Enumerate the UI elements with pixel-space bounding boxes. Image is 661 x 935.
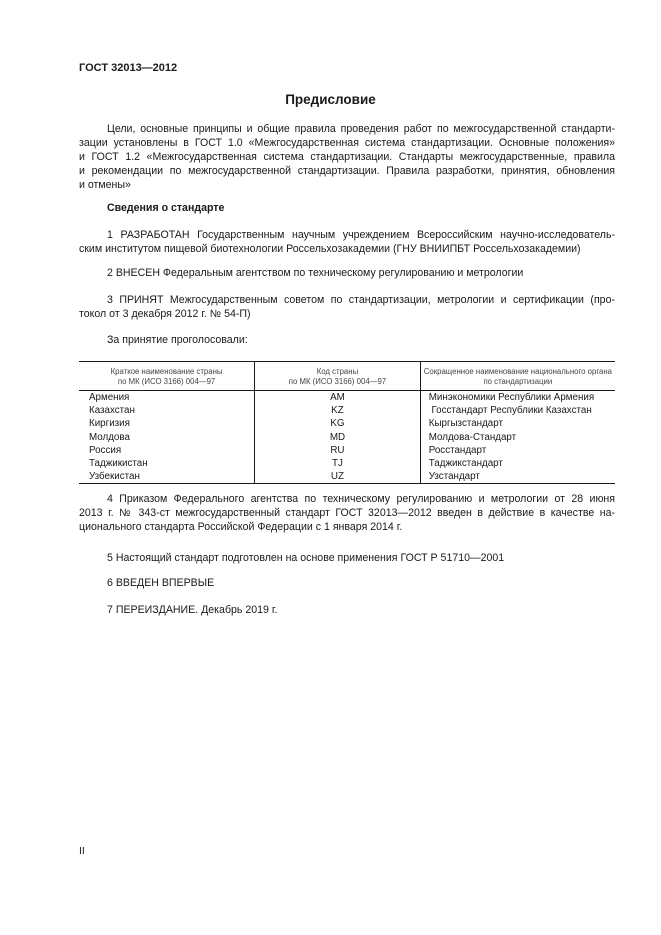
intro-line: зации установлены в ГОСТ 1.0 «Межгосударственная система стандартизации. Основные положения» [79, 137, 615, 149]
intro-line: Цели, основные принципы и общие правила проведения работ по межгосударственной стандарти- [107, 123, 615, 135]
item-4-line: ционального стандарта Российской Федерации с 1 января 2014 г. [79, 521, 403, 533]
item-2 [79, 266, 615, 280]
cell-country: Армения [89, 392, 130, 403]
header-text: Код страны [316, 367, 359, 376]
item-3-line: токол от 3 декабря 2012 г. № 54-П) [79, 308, 251, 320]
item-6 [79, 576, 615, 590]
cell-country: Узбекистан [89, 471, 140, 483]
preface-intro [79, 122, 615, 192]
cell-country: Казахстан [89, 405, 135, 417]
item-2-line: 2 ВНЕСЕН Федеральным агентством по техническому регулированию и метрологии [107, 267, 524, 279]
header-text: по стандартизации [483, 377, 553, 386]
header-agency [420, 362, 615, 391]
document-id: ГОСТ 32013—2012 [79, 62, 178, 74]
cell-code: MD [255, 431, 421, 444]
item-4 [79, 492, 615, 534]
item-7 [79, 603, 615, 617]
cell-country: Россия [89, 444, 122, 456]
table-row [79, 391, 615, 405]
item-5-line: 5 Настоящий стандарт подготовлен на основе применения ГОСТ Р 51710—2001 [107, 552, 505, 564]
table-row [79, 417, 615, 430]
table-row [79, 470, 615, 484]
table-row [79, 431, 615, 444]
header-code [255, 362, 421, 391]
cell-agency: Кыргызстандарт [428, 418, 503, 430]
table-row [79, 457, 615, 470]
header-country [79, 362, 255, 391]
item-5 [79, 551, 615, 565]
item-3 [79, 293, 615, 321]
cell-country: Таджикистан [89, 458, 148, 470]
preface-title: Предисловие [285, 92, 376, 107]
table-row [79, 404, 615, 417]
cell-agency: Таджикстандарт [428, 458, 503, 470]
cell-agency: Росстандарт [428, 444, 487, 456]
cell-code: AM [255, 391, 421, 405]
header-text: Краткое наименование страны [110, 367, 223, 376]
item-1-line: ским институтом пищевой биотехнологии Россельхозакадемии (ГНУ ВНИИПБТ Россельхозакадемии) [79, 243, 581, 255]
item-4-line: 2013 г. № 343-ст межгосударственный стандарт ГОСТ 32013—2012 введен в действие в качестве на- [79, 507, 615, 519]
intro-line: и рекомендации по межгосударственной стандартизации. Правила разработки, принятия, обновления [79, 165, 615, 177]
page-number: II [79, 845, 85, 857]
item-1 [79, 228, 615, 256]
item-3-line: 3 ПРИНЯТ Межгосударственным советом по стандартизации, метрологии и сертификации (про- [107, 294, 615, 306]
cell-country: Молдова [89, 431, 130, 443]
item-1-line: 1 РАЗРАБОТАН Государственным научным учреждением Всероссийским научно-исследователь- [107, 229, 615, 241]
item-7-line: 7 ПЕРЕИЗДАНИЕ. Декабрь 2019 г. [107, 604, 278, 616]
cell-agency: Минэкономики Республики Армения [428, 392, 595, 403]
table-header-row [79, 362, 615, 391]
intro-line: и ГОСТ 1.2 «Межгосударственная система стандартизации. Стандарты межгосударственные, правила [79, 151, 615, 163]
item-4-line: 4 Приказом Федерального агентства по техническому регулированию и метрологии от 28 июня [107, 493, 615, 505]
vote-intro-text: За принятие проголосовали: [107, 334, 248, 346]
vote-intro [79, 333, 615, 347]
voting-table [79, 361, 615, 484]
cell-code: RU [255, 444, 421, 457]
item-6-line: 6 ВВЕДЕН ВПЕРВЫЕ [107, 577, 215, 589]
intro-line: и отмены» [79, 179, 131, 191]
cell-agency: Узстандарт [428, 471, 480, 483]
cell-code: UZ [255, 470, 421, 484]
info-heading [79, 201, 615, 215]
table-row [79, 444, 615, 457]
cell-code: KZ [255, 404, 421, 417]
cell-country: Киргизия [89, 418, 130, 430]
cell-code: KG [255, 417, 421, 430]
cell-agency: Госстандарт Республики Казахстан [428, 405, 592, 417]
header-text: по МК (ИСО 3166) 004—97 [288, 377, 387, 386]
info-heading-text: Сведения о стандарте [107, 202, 225, 214]
cell-code: TJ [255, 457, 421, 470]
cell-agency: Молдова-Стандарт [428, 431, 517, 443]
header-text: по МК (ИСО 3166) 004—97 [117, 377, 216, 386]
header-text: Сокращенное наименование национального органа [423, 367, 612, 376]
